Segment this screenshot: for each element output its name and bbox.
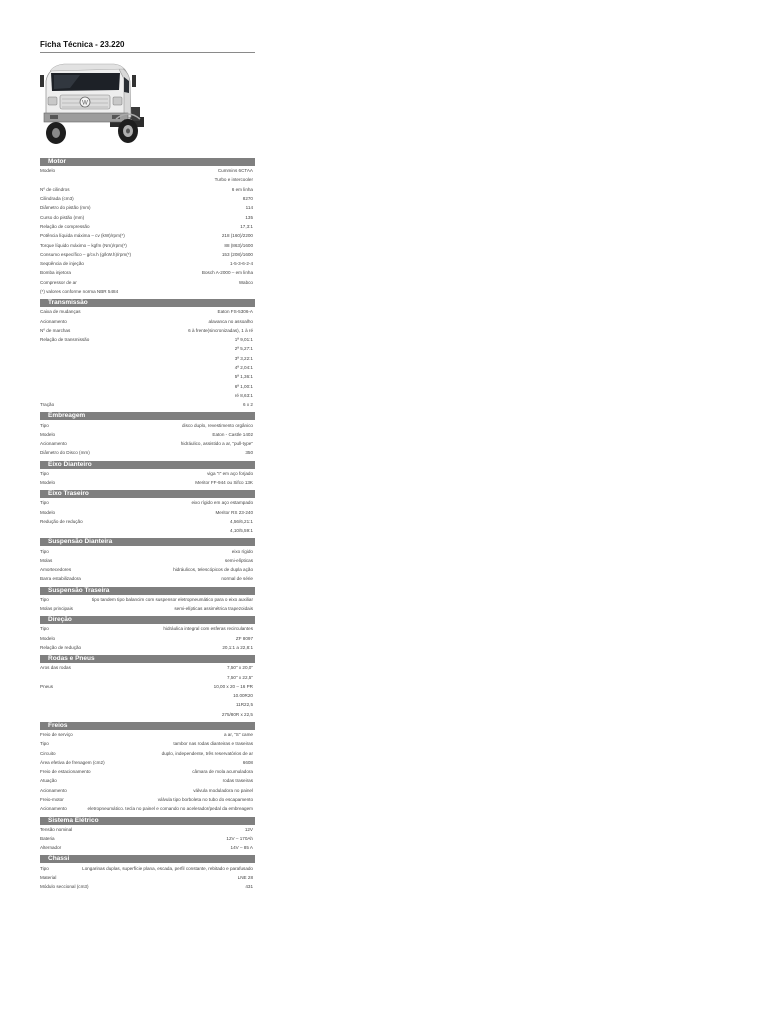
spec-row bbox=[40, 316, 255, 325]
spec-label: Bomba injetora bbox=[40, 270, 71, 276]
spec-value: 135 bbox=[245, 214, 253, 220]
spec-value: 5ª 1,36:1 bbox=[234, 374, 253, 380]
spec-value: 8270 bbox=[242, 196, 253, 202]
spec-row bbox=[40, 185, 255, 194]
spec-label: Relação de transmissão bbox=[40, 337, 90, 343]
spec-label: Acionamento bbox=[40, 318, 67, 324]
spec-label: Tipo bbox=[40, 548, 49, 554]
spec-value: 114 bbox=[245, 205, 253, 211]
spec-label: Redução de redução bbox=[40, 518, 83, 524]
spec-label: Barra estabilizadora bbox=[40, 576, 81, 582]
spec-value: tipo tandem tipo balancim com suspensor eletropneumático para o eixo auxiliar bbox=[91, 596, 253, 602]
section-chassi bbox=[40, 855, 255, 891]
spec-row bbox=[40, 287, 255, 296]
page-title: Ficha Técnica - 23.220 bbox=[40, 40, 125, 49]
spec-row bbox=[40, 335, 255, 344]
spec-label: Potência líquida máxima – cv (kW)/rpm(*) bbox=[40, 233, 125, 239]
spec-row bbox=[40, 730, 255, 739]
spec-value: eletropneumático. tecla no painel e comando no acelerador/pedal da embreagem bbox=[87, 806, 253, 812]
spec-label: (*) valores conforme norma NBR 5484 bbox=[40, 289, 119, 294]
spec-label: Molas bbox=[40, 557, 53, 563]
spec-value: 14V – 85 A bbox=[230, 845, 253, 851]
spec-row bbox=[40, 882, 255, 891]
spec-row bbox=[40, 565, 255, 574]
spec-label: Circuito bbox=[40, 750, 56, 756]
spec-row bbox=[40, 663, 255, 672]
spec-label: Relação de redução bbox=[40, 644, 82, 650]
truck-photo bbox=[40, 59, 144, 151]
spec-row bbox=[40, 574, 255, 583]
spec-value: eixo rígido bbox=[231, 548, 253, 554]
spec-label: Acionamento bbox=[40, 441, 67, 447]
spec-label: Torque líquido máximo – kgfm (Nm)/rpm(*) bbox=[40, 242, 127, 248]
spec-value: Cummins 6CTAA bbox=[217, 168, 253, 174]
spec-label: Acionamento bbox=[40, 806, 67, 812]
spec-row bbox=[40, 344, 255, 353]
spec-label: Modelo bbox=[40, 480, 56, 486]
spec-value: semi-elípticas bbox=[224, 557, 253, 563]
spec-row bbox=[40, 430, 255, 439]
spec-row bbox=[40, 804, 255, 813]
spec-label: Seqüência de injeção bbox=[40, 261, 84, 267]
spec-value: 153 (208)/1600 bbox=[221, 251, 253, 257]
spec-row bbox=[40, 326, 255, 335]
spec-label: Freio de estacionamento bbox=[40, 769, 91, 775]
spec-label: Tração bbox=[40, 402, 55, 408]
spec-label: Aros das rodas bbox=[40, 665, 71, 671]
section-heading: Chassi bbox=[40, 855, 255, 863]
section-heading: Suspensão Dianteira bbox=[40, 538, 255, 546]
spec-row bbox=[40, 231, 255, 240]
spec-row bbox=[40, 776, 255, 785]
spec-label: Relação de compressão bbox=[40, 223, 90, 229]
spec-value: 6ª 1,00:1 bbox=[234, 383, 253, 389]
spec-row bbox=[40, 498, 255, 507]
spec-value: hidráulico, assistido a ar, "pull-type" bbox=[180, 441, 253, 447]
section-heading: Freios bbox=[40, 722, 255, 730]
spec-value: câmara de mola acumuladora bbox=[192, 769, 253, 775]
spec-row bbox=[40, 203, 255, 212]
section-motor bbox=[40, 158, 255, 296]
section-suspensao-dianteira bbox=[40, 538, 255, 583]
spec-value: 1ª 9,01:1 bbox=[234, 337, 253, 343]
spec-label: Caixa de mudanças bbox=[40, 309, 81, 315]
spec-row bbox=[40, 250, 255, 259]
spec-value: Bosch A-2000 – em linha bbox=[201, 270, 253, 276]
spec-row bbox=[40, 448, 255, 457]
spec-row bbox=[40, 391, 255, 400]
spec-value: 20,1:1 a 22,8:1 bbox=[222, 644, 253, 650]
section-suspensao-traseira bbox=[40, 587, 255, 614]
spec-row bbox=[40, 212, 255, 221]
spec-value: 4ª 2,04:1 bbox=[234, 365, 253, 371]
section-heading: Rodas e Pneus bbox=[40, 655, 255, 663]
spec-row bbox=[40, 682, 255, 691]
spec-label: Tensão nominal bbox=[40, 826, 73, 832]
spec-row bbox=[40, 873, 255, 882]
spec-label: Tipo bbox=[40, 596, 49, 602]
spec-value: ré 8,63:1 bbox=[234, 392, 253, 398]
spec-value: normal de série bbox=[221, 576, 253, 582]
spec-value: Meritor FF-944 ou Sifco 13K bbox=[195, 480, 253, 486]
spec-row bbox=[40, 786, 255, 795]
spec-row bbox=[40, 595, 255, 604]
spec-row bbox=[40, 382, 255, 391]
section-eixo-traseiro bbox=[40, 490, 255, 535]
spec-label: Módulo seccional (cm3) bbox=[40, 884, 89, 890]
spec-value: LNE 28 bbox=[237, 874, 253, 880]
spec-label: Tipo bbox=[40, 626, 49, 632]
spec-value: Eaton - Castle 1402 bbox=[212, 431, 253, 437]
spec-value: válvula moduladora no painel bbox=[193, 787, 253, 793]
spec-label: Tipo bbox=[40, 741, 49, 747]
spec-value: 7,50" x 22,5" bbox=[227, 674, 253, 680]
spec-value: 4,10/5,59:1 bbox=[230, 528, 253, 534]
section-heading: Eixo Dianteiro bbox=[40, 461, 255, 469]
spec-value: 4,56/6,21:1 bbox=[230, 518, 253, 524]
spec-value: válvula tipo borboleta no tubo do escapamento bbox=[157, 797, 253, 803]
spec-row bbox=[40, 843, 255, 852]
spec-row bbox=[40, 508, 255, 517]
spec-label: Tipo bbox=[40, 865, 49, 871]
spec-row bbox=[40, 259, 255, 268]
spec-row bbox=[40, 517, 255, 526]
spec-row bbox=[40, 767, 255, 776]
spec-value: 3ª 3,22:1 bbox=[234, 355, 253, 361]
spec-label: Acionamento bbox=[40, 787, 67, 793]
spec-value: 6 x 2 bbox=[243, 402, 253, 408]
spec-label: Freio de serviço bbox=[40, 731, 73, 737]
spec-value: 6608 bbox=[242, 759, 253, 765]
spec-sheet bbox=[40, 38, 255, 891]
section-freios bbox=[40, 722, 255, 814]
spec-label: Bateria bbox=[40, 835, 55, 841]
spec-value: 218 (160)/2200 bbox=[221, 233, 253, 239]
spec-row bbox=[40, 240, 255, 249]
spec-value: eixo rígido em aço estampado bbox=[191, 500, 253, 506]
spec-row bbox=[40, 469, 255, 478]
spec-value: viga "I" em aço forjado bbox=[207, 470, 253, 476]
spec-row bbox=[40, 739, 255, 748]
spec-label: Diâmetro do pistão (mm) bbox=[40, 205, 91, 211]
spec-row bbox=[40, 710, 255, 719]
spec-value: Wabco bbox=[238, 279, 253, 285]
spec-label: Tipo bbox=[40, 470, 49, 476]
spec-value: Longarinas duplas, superfície plana, escada, perfil constante, rebitado e parafusado bbox=[82, 865, 253, 871]
spec-value: ZF 8097 bbox=[235, 635, 253, 641]
spec-value: Turbo e intercooler bbox=[214, 177, 253, 183]
spec-label: Consumo específico – g/cv.h (g/kW.h)/rpm(*) bbox=[40, 251, 132, 257]
spec-row bbox=[40, 372, 255, 381]
spec-row bbox=[40, 478, 255, 487]
spec-value: 1-5-3-6-2-4 bbox=[230, 261, 253, 267]
spec-value: 275/80R x 22,5 bbox=[221, 711, 253, 717]
spec-value: 10.00R20 bbox=[233, 693, 253, 699]
spec-value: 6 em linha bbox=[231, 186, 253, 192]
section-transmissao bbox=[40, 299, 255, 409]
spec-label: Pneus bbox=[40, 683, 54, 689]
spec-value: 12V – 170Ah bbox=[226, 835, 253, 841]
spec-value: 88 (863)/1600 bbox=[224, 242, 253, 248]
spec-row bbox=[40, 546, 255, 555]
spec-row bbox=[40, 604, 255, 613]
spec-label: Cilindrada (cm3) bbox=[40, 196, 74, 202]
spec-label: Freio-motor bbox=[40, 797, 64, 803]
section-heading: Eixo Traseiro bbox=[40, 490, 255, 498]
spec-label: Atuação bbox=[40, 778, 57, 784]
spec-row bbox=[40, 691, 255, 700]
spec-value: 2ª 5,27:1 bbox=[234, 346, 253, 352]
spec-row bbox=[40, 825, 255, 834]
spec-value: disco duplo, revestimento orgânico bbox=[182, 422, 253, 428]
section-direcao bbox=[40, 616, 255, 652]
spec-value: Eaton FS-5306-A bbox=[217, 309, 253, 315]
spec-value: a ar, "S" came bbox=[223, 731, 253, 737]
spec-value: duplo, independente, três reservatórios de ar bbox=[161, 750, 253, 756]
spec-value: 6 à frente(sincronizadas), 1 à ré bbox=[188, 327, 253, 333]
section-heading: Motor bbox=[40, 158, 255, 166]
spec-label: Modelo bbox=[40, 168, 56, 174]
spec-row bbox=[40, 175, 255, 184]
spec-row bbox=[40, 643, 255, 652]
spec-label: Tipo bbox=[40, 422, 49, 428]
spec-value: 431 bbox=[245, 884, 253, 890]
spec-row bbox=[40, 758, 255, 767]
section-rodas-e-pneus bbox=[40, 655, 255, 719]
section-heading: Transmissão bbox=[40, 299, 255, 307]
spec-row bbox=[40, 526, 255, 535]
spec-row bbox=[40, 863, 255, 872]
spec-row bbox=[40, 633, 255, 642]
spec-value: 11R22,5 bbox=[235, 702, 253, 708]
spec-value: 17,3:1 bbox=[240, 223, 253, 229]
title-divider bbox=[40, 52, 255, 53]
spec-label: Tipo bbox=[40, 500, 49, 506]
spec-value: 10,00 x 20 – 16 PR bbox=[213, 683, 253, 689]
spec-row bbox=[40, 672, 255, 681]
spec-value: Meritor RS 23-240 bbox=[215, 509, 253, 515]
spec-value: semi-elípticas assimétrica trapezoidais bbox=[174, 606, 253, 612]
spec-value: tambor nas rodas dianteiras e traseiras bbox=[173, 741, 253, 747]
spec-row bbox=[40, 268, 255, 277]
spec-row bbox=[40, 795, 255, 804]
section-heading: Direção bbox=[40, 616, 255, 624]
spec-label: Nº de marchas bbox=[40, 327, 71, 333]
spec-label: Modelo bbox=[40, 509, 56, 515]
spec-label: Modelo bbox=[40, 635, 56, 641]
spec-row bbox=[40, 222, 255, 231]
spec-label: Amortecedores bbox=[40, 567, 72, 573]
section-heading: Suspensão Traseira bbox=[40, 587, 255, 595]
spec-value: 7,50" x 20,0" bbox=[227, 665, 253, 671]
svg-text:W: W bbox=[82, 100, 88, 107]
spec-row bbox=[40, 363, 255, 372]
spec-label: Modelo bbox=[40, 431, 56, 437]
spec-row bbox=[40, 420, 255, 429]
section-embreagem bbox=[40, 412, 255, 457]
spec-row bbox=[40, 624, 255, 633]
section-sistema-eletrico bbox=[40, 817, 255, 853]
spec-label: Material bbox=[40, 874, 57, 880]
spec-row bbox=[40, 278, 255, 287]
spec-value: hidráulica integral com esferas recirculantes bbox=[163, 626, 253, 632]
section-heading: Sistema Elétrico bbox=[40, 817, 255, 825]
spec-row bbox=[40, 556, 255, 565]
spec-value: 350 bbox=[245, 450, 253, 456]
spec-label: Molas principais bbox=[40, 606, 73, 612]
spec-label: Nº de cilindros bbox=[40, 186, 70, 192]
spec-value: alavanca no assoalho bbox=[208, 318, 253, 324]
spec-row bbox=[40, 307, 255, 316]
spec-row bbox=[40, 748, 255, 757]
spec-label: Diâmetro do Disco (mm) bbox=[40, 450, 90, 456]
spec-value: hidráulicos, telescópicos de dupla ação bbox=[173, 567, 253, 573]
spec-row bbox=[40, 700, 255, 709]
spec-value: 12V bbox=[244, 826, 253, 832]
spec-row bbox=[40, 166, 255, 175]
spec-row bbox=[40, 194, 255, 203]
spec-row bbox=[40, 439, 255, 448]
spec-value: rodas traseiras bbox=[222, 778, 253, 784]
spec-label: Curso do pistão (mm) bbox=[40, 214, 85, 220]
spec-row bbox=[40, 400, 255, 409]
section-eixo-dianteiro bbox=[40, 461, 255, 488]
spec-label: Compressor de ar bbox=[40, 279, 77, 285]
spec-row bbox=[40, 354, 255, 363]
section-heading: Embreagem bbox=[40, 412, 255, 420]
spec-label: Alternador bbox=[40, 845, 62, 851]
spec-row bbox=[40, 834, 255, 843]
spec-label: Área efetiva de frenagem (cm2) bbox=[40, 759, 105, 765]
